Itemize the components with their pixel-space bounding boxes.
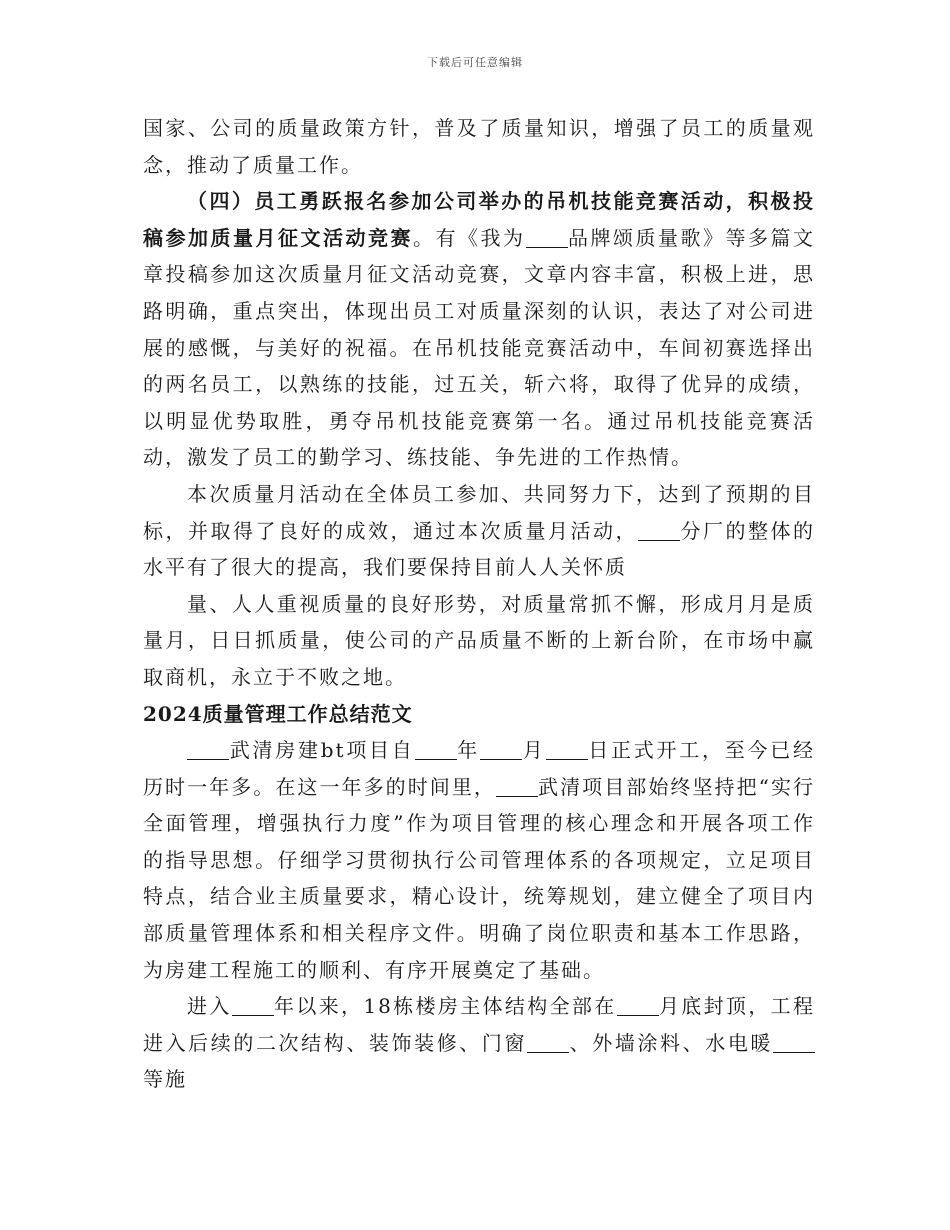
paragraph-5 bbox=[143, 732, 815, 988]
blank-line bbox=[480, 739, 522, 760]
paragraph-2-text-a: 。有《我为 bbox=[413, 225, 526, 250]
paragraph-6-text-2: 年以来，18栋楼房主体结构全部在 bbox=[273, 994, 617, 1019]
paragraph-2-text-b: 品牌颂质量歌》等多篇文章投稿参加这次质量月征文活动竞赛，文章内容丰富，积极上进，思路明确，重点突出，体现出员工对质量深刻的认识，表达了对公司进展的感慨，与美好的祝福。在吊机技能竞赛活动中，车间初赛选择出的两名员工，以熟练的技能，过五关，斩六将，取得了优异的成绩，以明显优势取胜，勇夺吊机技能竞赛第一名。通过吊机技能竞赛活动，激发了员工的勤学习、练技能、争先进的工作热情。 bbox=[143, 225, 815, 470]
paragraph-3-text-b: 分厂的整体的水平有了很大的提高，我们要保持目前人人关怀质 bbox=[143, 518, 815, 580]
paragraph-6 bbox=[143, 988, 815, 1098]
paragraph-4: 量、人人重视质量的良好形势，对质量常抓不懈，形成月月是质量月，日日抓质量，使公司的产品质量不断的上新台阶，在市场中赢取商机，永立于不败之地。 bbox=[143, 591, 815, 689]
paragraph-6-text-4: 、外墙涂料、水电暖 bbox=[569, 1030, 774, 1055]
blank-line bbox=[187, 739, 229, 760]
paragraph-3-text-a: 本次质量月活动在全体员工参加、共同努力下，达到了预期的目标，并取得了良好的成效，通过本次质量月活动， bbox=[143, 481, 815, 543]
blank-line bbox=[496, 776, 538, 797]
paragraph-5-text-4: 日正式开工，至今已经历时一年多。在这一年多的时间里， bbox=[143, 738, 816, 799]
document-body bbox=[143, 110, 815, 1098]
paragraph-6-text-1: 进入 bbox=[187, 994, 232, 1019]
blank-line bbox=[526, 227, 568, 248]
paragraph-1: 国家、公司的质量政策方针，普及了质量知识，增强了员工的质量观念，推动了质量工作。 bbox=[143, 116, 815, 177]
page-header: 下载后可任意编辑 bbox=[427, 56, 523, 69]
blank-line bbox=[617, 995, 659, 1016]
paragraph-2 bbox=[143, 183, 815, 476]
paragraph-2-heading: （四）员工勇跃报名参加公司举办的吊机技能竞赛活动，积极投稿参加质量月征文活动竞赛 bbox=[143, 189, 815, 250]
paragraph-5-text-2: 年 bbox=[456, 738, 481, 763]
paragraph-6-text-5: 等施 bbox=[143, 1067, 187, 1092]
paragraph-3 bbox=[143, 476, 815, 586]
section-title: 2024质量管理工作总结范文 bbox=[143, 701, 413, 726]
blank-line bbox=[773, 1032, 815, 1053]
blank-line bbox=[232, 995, 274, 1016]
paragraph-5-text-1: 武清房建bt项目自 bbox=[229, 738, 415, 763]
blank-line bbox=[527, 1032, 569, 1053]
paragraph-5-text-3: 月 bbox=[522, 738, 546, 763]
paragraph-5-text-5: 武清项目部始终坚持把“实行全面管理，增强执行力度”作为项目管理的核心理念和开展各项工作的指导思想。仔细学习贯彻执行公司管理体系的各项规定，立足项目特点，结合业主质量要求，精心设计，统筹规划，建立健全了项目内部质量管理体系和相关程序文件。明确了岗位职责和基本工作思路，为房建工程施工的顺利、有序开展奠定了基础。 bbox=[143, 774, 816, 982]
blank-line bbox=[546, 739, 588, 760]
blank-line bbox=[638, 520, 680, 541]
blank-line bbox=[415, 739, 457, 760]
paragraph-6-text-3: 月底封顶，工程进入后续的二次结构、装饰装修、门窗 bbox=[143, 994, 816, 1055]
